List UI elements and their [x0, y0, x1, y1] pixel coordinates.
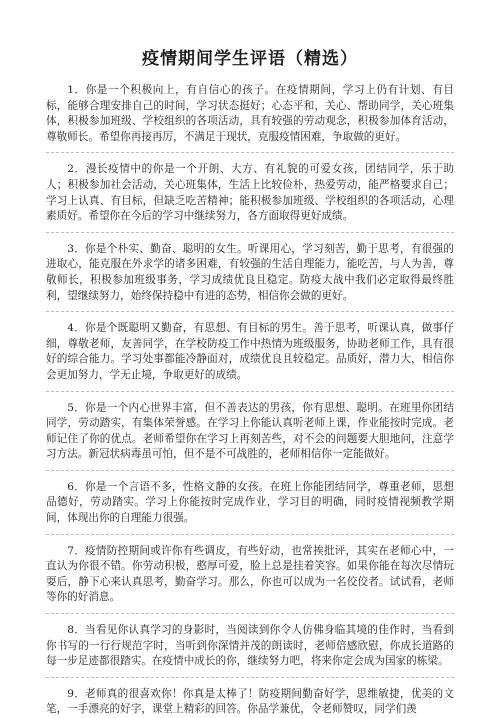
dashed-divider	[46, 391, 454, 392]
comment-entry-3: 3．你是个朴实、勤奋、聪明的女生。听课用心，学习刻苦，勤于思考，有很强的进取心，能克服在外求学的诸多困难，有较强的生活自理能力，能吃苦，与人为善，尊敬师长，积极参加班级事务，学习成绩优良且稳定。防疫大战中我们必定取得最终胜利，望继续努力，始终保持稳中有进的态势，相信你会做的更好。	[46, 242, 454, 302]
comment-entry-5: 5．你是一个内心世界丰富，但不善表达的男孩，你有思想、聪明。在班里你团结同学，劳动踏实，有集体荣誉感。在学习上你能认真听老师上课，作业能按时完成。老师记住了你的优点。老师希望你在学习上再刻苦些，对不会的问题要大胆地问，注意学习方法。新冠状病毒虽可怕，但不是不可战胜的，老师相信你一定能做好。	[46, 401, 454, 461]
dashed-divider	[46, 232, 454, 233]
comment-entry-9: 9．老师真的很喜欢你！你真是太棒了！防疫期间勤奋好学，思维敏捷，优美的文笔，一手漂亮的好字，课堂上精彩的回答。你品学兼优，令老师赞叹，同学们羡	[46, 687, 454, 716]
comment-entry-7: 7．疫情防控期间或许你有些调皮，有些好动，也常挨批评，其实在老师心中，一直认为你很不错。你劳动积极，憨厚可爱，脸上总是挂着笑容。如果你能在每次尽情玩耍后，静下心来认真思考，勤奋学习。那么，你也可以成为一名佼佼者。试试看，老师等你的好消息。	[46, 544, 454, 604]
comment-entry-4: 4．你是个既聪明又勤奋，有思想、有目标的男生。善于思考，听课认真，做事仔细，尊敬老师，友善同学，在学校防疫工作中热情为班级服务，协助老师工作，具有很好的综合能力。学习处事都能冷静面对，成绩优良且较稳定。品质好，潜力大，相信你会更加努力，学无止境，争取更好的成绩。	[46, 322, 454, 381]
comment-entry-6: 6．你是一个言语不多，性格文静的女孩。在班上你能团结同学，尊重老师，思想品德好，劳动踏实。学习上你能按时完成作业，学习目的明确，同时疫情视频教学期间，体现出你的自理能力很强。	[46, 480, 454, 525]
dashed-divider	[46, 677, 454, 678]
dashed-divider	[46, 470, 454, 471]
dashed-divider	[46, 311, 454, 312]
comment-entry-2: 2．漫长疫情中的你是一个开朗、大方、有礼貌的可爱女孩，团结同学，乐于助人；积极参加社会活动，关心班集体，生活上比较俭朴，热爱劳动，能严格要求自己；学习上认真、有目标，但缺乏吃苦精神；能积极参加班级、学校组织的各项活动，心理素质好。希望你在今后的学习中继续努力，各方面取得更好成绩。	[46, 163, 454, 223]
dashed-divider	[46, 534, 454, 535]
dashed-divider	[46, 613, 454, 614]
comment-entry-1: 1．你是一个积极向上，有自信心的孩子。在疫情期间，学习上仍有计划、有目标，能够合理安排自己的时间，学习状态挺好；心态平和，关心、帮助同学，关心班集体，积极参加班级、学校组织的各项活动，具有较强的劳动观念，积极参加体育活动，尊敬师长。希望你再接再厉，不满足于现状，克服疫情困难，争取做的更好。	[46, 84, 454, 143]
dashed-divider	[46, 152, 454, 153]
document-title: 疫情期间学生评语（精选）	[142, 49, 358, 69]
comment-entry-8: 8．当看见你认真学习的身影时，当阅读到你令人仿佛身临其境的佳作时，当看到你书写的一行行规范字时，当听到你深情并茂的朗读时，老师倍感欣慰，你成长道路的每一步足迹都很踏实。在疫情中成长的你，继续努力吧，将来你定会成为国家的栋梁。	[46, 624, 454, 668]
